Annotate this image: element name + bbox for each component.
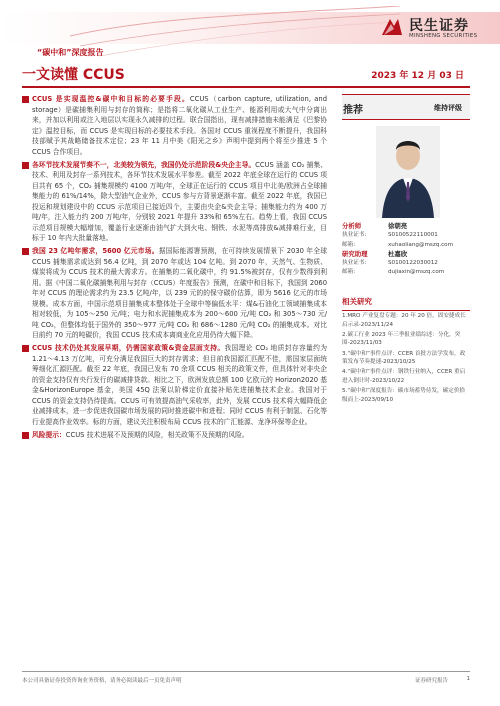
email-label: 邮箱: [342, 269, 356, 276]
analyst-row [342, 268, 470, 277]
analyst-role: 分析师 [342, 222, 362, 230]
summary-paragraph [22, 343, 327, 427]
analyst-role: 研究助理 [342, 249, 368, 258]
analyst-row [342, 241, 470, 250]
related-research-list [342, 312, 470, 406]
analyst-row [342, 231, 470, 240]
company-logo [379, 14, 491, 44]
logo-english-name: MINSHENG SECURITIES [409, 33, 478, 39]
footer-report-type: 证券研究报告 [414, 678, 448, 684]
paragraph-text: CCUS 涵盖 CO₂ 捕集、技术、利用及封存一系列技术，各环节技术发展水平参差。截至 2022 年底全球在运行的 CCUS 项目共有 65 个，CO₂ 捕集规模约 4100 万吨/年，全球正在运行的 CCUS 项目中北美/欧洲占全球捕集能力的 61%/14%，除大型油气企业外，CCUS 参与方背景逐渐丰富。截至 2022 年底，我国已投运和规划建设中的 CCUS 示范项目已接近四个，主要由央企&央企主导；捕集能力约为 400 万吨/年，注入能力约 200 万吨/年，分别较 2021 年提升 33%和 65%左右。趋势上看，我国 CCUS 示范项目规模大幅增加，覆盖行业逐渐由油气扩大到火电、钢铁、水泥等高排放&减排难行业，目标于 10 年内大批量落地。 [32, 160, 327, 242]
risk-paragraph [22, 430, 327, 441]
paragraph-text: 我国理论 CO₂ 地质封存容量约为 1.21～4.13 万亿吨，可充分满足我国巨大的封存需求；但目前我国源汇匹配不佳，需国家层面统筹细化汇源匹配。截至 22 年底，我国已发布 70 余项 CCUS 相关的政策文件，但具体针对非央企的资金支持仅有央行发行的碳减排贷款。相比之下，欧洲发放总额 100 亿欧元的 Horizon2020 基金&HorizonEurope 基金，美国 45Q 法案以阶梯定价直接补贴先进捕集技术企业。我国对于 CCUS 的资金支持仍待提高。CCUS 可有效提高油气采收率，此外，发展 CCUS 技术将大幅降低企业减排成本，进一步促进我国碳市场发展的同时推进碳中和进程；同时 CCUS 有利于制氢、石化等行业提高作业效率。标的方面，建议关注积极布局 CCUS 技术的广汇能源、龙净环保等企业。 [32, 344, 327, 426]
bullet-square-icon [22, 432, 29, 439]
report-title: 一文读懂 CCUS [22, 67, 125, 83]
analyst-row [342, 250, 470, 259]
paragraph-lead: 各环节技术发展节奏不一，北美较为领先，我国仍处示范阶段&央企主导。 [32, 160, 256, 169]
page-number: 1 [466, 676, 470, 682]
sidebar [342, 94, 470, 120]
header-decoration [70, 6, 400, 64]
footer-divider [22, 671, 470, 672]
analyst-row [342, 259, 470, 268]
bullet-square-icon [22, 345, 29, 352]
paragraph-lead: CCUS 技术仍处其发展早期，仍需国家政策&资金层面支持。 [32, 344, 225, 352]
email-label: 邮箱: [342, 241, 356, 248]
paragraph-lead: 我国 23 亿吨年需求，5600 亿元市场。 [32, 247, 159, 255]
analyst-info [342, 222, 470, 278]
analyst-name: 徐朝亮 [388, 222, 408, 230]
title-divider [22, 86, 470, 88]
summary-paragraph [22, 246, 327, 341]
related-research-item[interactable]: 3.“碳中和”事件点评：CCER 首批方法学发布，政策发布节奏提速-2023/10/25 [342, 350, 466, 366]
paragraph-text: 据国际能源署预测，在可持续发展情景下 2030 年全球 CCUS 捕集需求或达到 56.4 亿吨，到 2070 年或达 104 亿吨。到 2070 年，天然气、生物质、煤炭将成为 CCUS 技术的最大需求方。在捕集的二氧化碳中，约 91.5%被封存，仅有少数得到利用。据《中国二氧化碳捕集利用与封存（CCUS）年度报告》预测，在碳中和目标下，我国到 2060 年对 CCUS 的理论需求约为 23.5 亿吨/年，以 239 元的的保守碳价估算，即为 5616 亿元的市场规模。成本方面，中国示范项目捕集成本整体处于全球中等偏低水平：煤&石油化工领域捕集成本相对较低，为 105～250 元/吨；电力和水泥捕集成本为 200～600 元/吨 CO₂ 和 305～730 元/吨 CO₂，但整体均低于国外的 350～977 元/吨 CO₂ 和 686～1280 元/吨 CO₂ 的捕集成本。对比目前约 70 元的吨碳价，我国 CCUS 技术成本离商业化应用仍待大幅下降。 [32, 247, 327, 339]
logo-mark-icon [379, 14, 405, 40]
report-date: 2023 年 12 月 03 日 [371, 71, 464, 81]
bullet-square-icon [22, 248, 29, 255]
email-link[interactable]: dujiaxin@mszq.com [388, 269, 445, 276]
license-number: S0100522110001 [388, 232, 438, 239]
paragraph-lead: CCUS 是实现温控&碳中和目标的必要手段。 [32, 95, 190, 103]
summary-paragraph [22, 94, 327, 157]
related-research-item[interactable]: 1.MRO 产业复盘专题：20 年 20 倍，固安捷成长启示录-2023/11/24 [342, 313, 466, 328]
license-number: S0100122030012 [388, 260, 438, 267]
rating-header [342, 94, 470, 120]
related-research-item[interactable]: 2.碳工行业 2023 年三季报业绩综述：分化，突围-2023/11/03 [342, 331, 461, 347]
summary-paragraph [22, 160, 327, 244]
rating-label: 维持评级 [434, 104, 462, 112]
bullet-square-icon [22, 162, 29, 169]
report-series: “碳中和”深度报告 [37, 48, 104, 57]
license-label: 执业证书: [342, 232, 367, 239]
report-body [22, 94, 327, 443]
bullet-square-icon [22, 96, 29, 103]
paragraph-text: CCUS 技术进展不及预期的风险，相关政策不及预期的风险。 [65, 430, 249, 439]
analyst-photo [376, 126, 440, 218]
paragraph-text: CCUS（carbon capture, utilization, and storage）是碳捕集利用与封存的简称；是指将二氧化碳从工业生产、能源利用或大气中分离出来，并加以利用或注入地层以实现永久减排的过程。联合国指出，现有减排措施未能满足《巴黎协定》温控目标，而 CCUS 是实现目标的必要技术手段。各国对 CCUS 重视程度不断提升，我国科技部赋予其战略储备技术定位；23 年 11 月中美《阳光之乡》声明中提到两个将至少推进 5 个 CCUS 合作项目。 [32, 95, 327, 156]
related-research-item[interactable]: 5.“碳中和”深度报告：碳市场蓄势待发，碳定价拾级而上-2023/09/10 [342, 388, 466, 403]
logo-chinese-name: 民生证券 [409, 18, 469, 34]
related-research-title: 相关研究 [342, 296, 470, 311]
analyst-name: 杜嘉欣 [388, 249, 408, 258]
recommendation-label: 推荐 [343, 105, 363, 116]
paragraph-lead: 风险提示： [32, 430, 66, 439]
analyst-row [342, 222, 470, 231]
footer-disclaimer: 本公司具备证券投资咨询业务资格，请务必阅读最后一页免责声明 [22, 678, 182, 684]
email-link[interactable]: xuhaoliang@mszq.com [388, 241, 454, 248]
related-research-item[interactable]: 4.“碳中和”事件点评：钢铁行业纳入，CCER 重启进入倒计时-2023/10/22 [342, 369, 466, 384]
license-label: 执业证书: [342, 260, 367, 267]
person-avatar-icon [376, 126, 440, 218]
